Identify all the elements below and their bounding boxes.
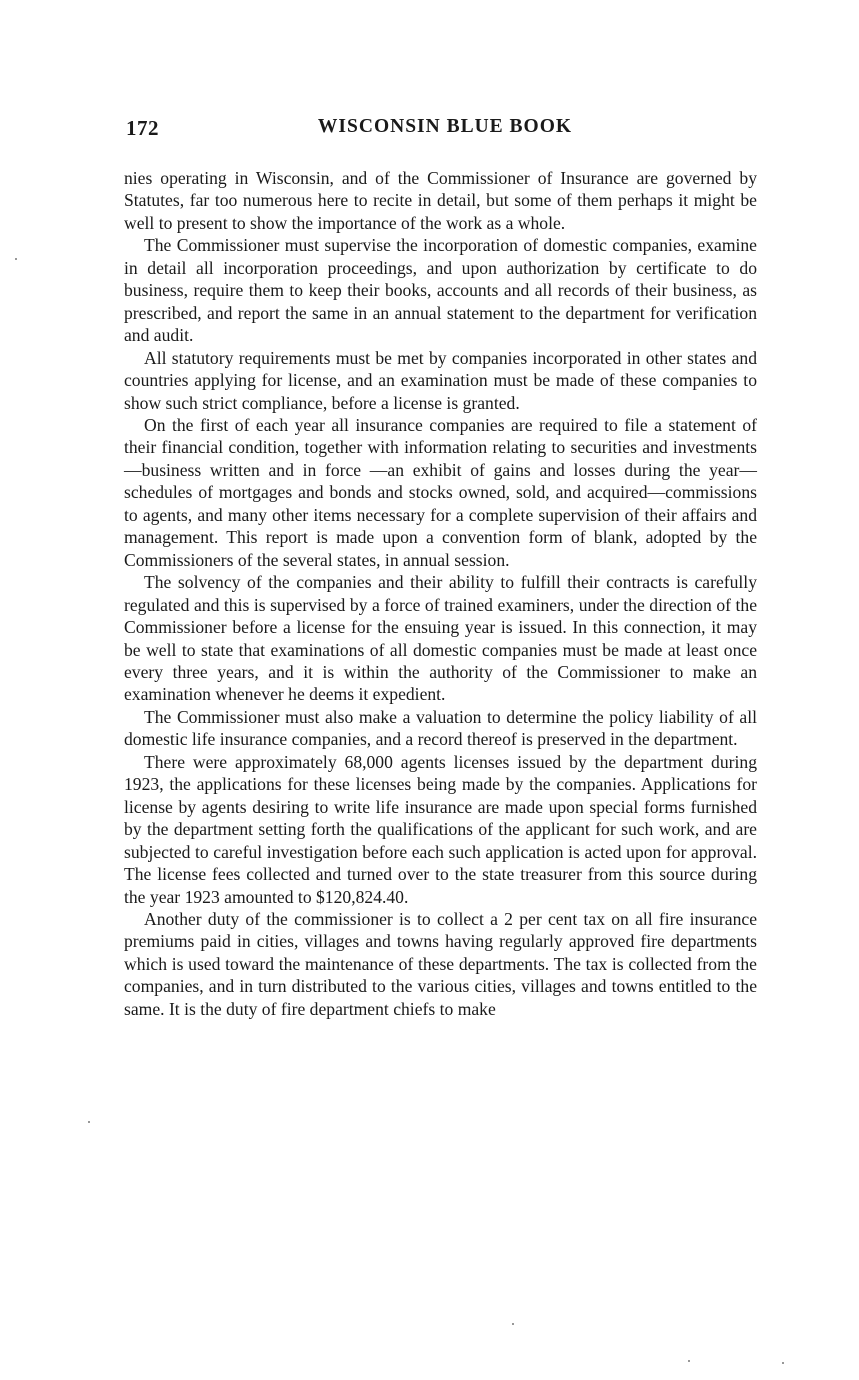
paragraph-continued: nies operating in Wisconsin, and of the Commissioner of Insurance are governed by Statutes, far too numerous here to recite in detail, but some of them perhaps it might be well to present to show the importance of the work as a whole. xyxy=(124,168,757,233)
scan-speck xyxy=(688,1360,690,1362)
scan-speck xyxy=(88,1121,90,1123)
running-head xyxy=(126,116,756,144)
paragraph: The Commissioner must supervise the incorporation of domestic companies, examine in detail all incorporation proceedings, and upon authorization by certificate to do business, require them to keep their books, accounts and all records of their business, as prescribed, and report the same in an annual statement to the department for verification and audit. xyxy=(124,235,757,346)
scan-speck xyxy=(512,1323,514,1325)
scan-speck xyxy=(15,258,17,260)
scan-speck xyxy=(782,1362,784,1364)
book-title: WISCONSIN BLUE BOOK xyxy=(317,116,573,137)
paragraph: The Commissioner must also make a valuation to determine the policy liability of all domestic life insurance companies, and a record thereof is preserved in the department. xyxy=(124,706,757,750)
page-number: 172 xyxy=(126,116,159,140)
paragraph: Another duty of the commissioner is to collect a 2 per cent tax on all fire insurance premiums paid in cities, villages and towns having regularly approved fire departments which is used toward the maintenance of these departments. The tax is collected from the companies, and in turn distributed to the various cities, villages and towns entitled to the same. It is the duty of fire department chiefs to make xyxy=(124,908,757,1019)
body-text xyxy=(124,167,757,1020)
paragraph: The solvency of the companies and their ability to fulfill their contracts is carefully regulated and this is supervised by a force of trained examiners, under the direction of the Commissioner before a license for the ensuing year is issued. In this connection, it may be well to state that examinations of all domestic companies must be made at least once every three years, and it is within the authority of the Commissioner to make an examination whenever he deems it expedient. xyxy=(124,572,757,705)
paragraph: On the first of each year all insurance companies are required to file a statement of their financial condition, together with information relating to securities and investments—business written and in force —an exhibit of gains and losses during the year—schedules of mortgages and bonds and stocks owned, sold, and acquired—commissions to agents, and many other items necessary for a complete supervision of their affairs and management. This report is made upon a convention form of blank, adopted by the Commissioners of the several states, in annual session. xyxy=(124,414,757,570)
paragraph: All statutory requirements must be met by companies incorporated in other states and countries applying for license, and an examination must be made of these companies to show such strict compliance, before a license is granted. xyxy=(124,347,757,413)
paragraph: There were approximately 68,000 agents licenses issued by the department during 1923, the applications for these licenses being made by the companies. Applications for license by agents desiring to write life insurance are made upon special forms furnished by the department setting forth the qualifications of the applicant for such work, and are subjected to careful investigation before each such application is acted upon for approval. The license fees collected and turned over to the state treasurer from this source during the year 1923 amounted to $120,824.40. xyxy=(124,751,757,907)
